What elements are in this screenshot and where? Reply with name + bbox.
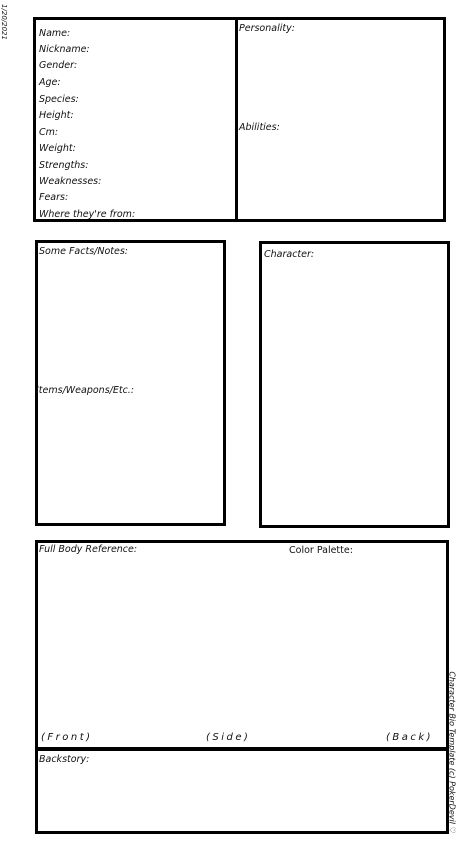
facts-box	[35, 240, 226, 526]
color-palette-label[interactable]: Color Palette:	[289, 545, 353, 556]
backstory-label[interactable]: Backstory:	[39, 754, 90, 765]
full-body-label[interactable]: Full Body Reference:	[39, 544, 138, 555]
info-field-height[interactable]: Height:	[39, 110, 74, 121]
info-field-strengths[interactable]: Strengths:	[39, 160, 89, 171]
info-field-name[interactable]: Name:	[39, 28, 71, 39]
abilities-label[interactable]: Abilities:	[239, 122, 280, 133]
info-field-nickname[interactable]: Nickname:	[39, 44, 90, 55]
info-field-fears[interactable]: Fears:	[39, 192, 69, 203]
facts-label[interactable]: Some Facts/Notes:	[39, 246, 128, 257]
items-label[interactable]: Items/Weapons/Etc.:	[36, 385, 135, 396]
info-field-age[interactable]: Age:	[39, 77, 61, 88]
view-back-label: (Back)	[386, 732, 434, 743]
backstory-box	[35, 747, 449, 834]
info-field-cm[interactable]: Cm:	[39, 127, 59, 138]
info-field-species[interactable]: Species:	[39, 94, 79, 105]
view-front-label: (Front)	[41, 732, 93, 743]
personality-label[interactable]: Personality:	[239, 23, 295, 34]
info-field-weight[interactable]: Weight:	[39, 143, 76, 154]
view-side-label: (Side)	[206, 732, 251, 743]
info-box	[33, 17, 446, 222]
character-label[interactable]: Character:	[264, 249, 315, 260]
info-divider	[235, 17, 238, 222]
info-field-origin[interactable]: Where they're from:	[39, 209, 136, 220]
corner-date: 1/20/2021	[0, 4, 8, 40]
info-field-gender[interactable]: Gender:	[39, 60, 78, 71]
full-body-box	[35, 540, 449, 751]
info-field-weaknesses[interactable]: Weaknesses:	[39, 176, 102, 187]
credit-text: Character Bio Template (c) PokerDevil ♡	[447, 671, 457, 834]
character-box	[259, 241, 450, 528]
